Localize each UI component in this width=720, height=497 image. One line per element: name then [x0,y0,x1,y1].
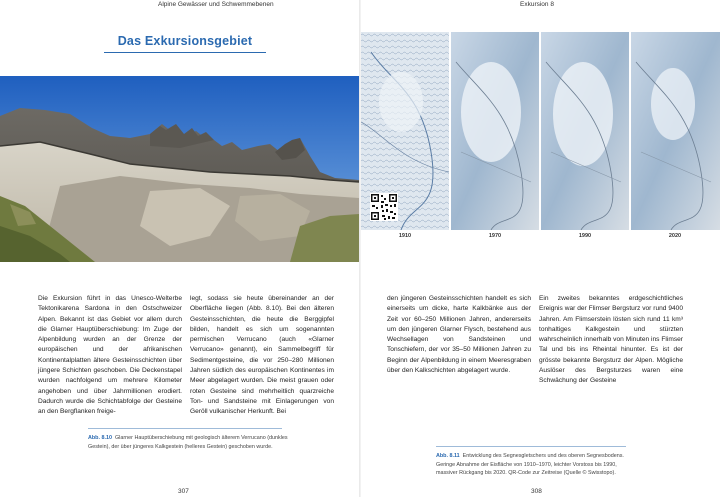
section-heading [104,34,266,53]
map-year-label: 1990 [578,233,592,239]
caption-label: Abb. 8.11 [436,453,460,459]
page-number-right: 308 [531,488,542,495]
figure-caption [88,434,288,451]
qr-code[interactable] [370,193,398,221]
running-title-left: Alpine Gewässer und Schwemmebenen [158,1,274,8]
section-title: Das Exkursionsgebiet [117,34,253,48]
body-text-column: Die Exkursion führt in das Unesco-Welterbe Tektonikarena Sardona in den Ostschweizer Alpen. Bekannt ist das Gebiet vor allem durch die Glarner Hauptüberschiebung: Im Zuge der Alpenbildung wurden an der Grenze der europäischen und der afrikanischen Kontinentalplatten ältere Gesteinsschichten über jüngere Schichten geschoben. Die Deckenstapel wurden nachfolgend um mehrere Kilometer angehoben und über Jahrmillionen erodiert. Dadurch wurde die Schichtabfolge der Gesteine an den Bergflanken freige- [38,295,182,416]
caption-text: Entwicklung des Segnesgletschers und des oberen Segnesbodens. Geringe Abnahme der Eisfläche von 1910–1970, leichter Vorstoss bis 1990, massiver Rückgang bis 2020. QR-Code zur Zeitreise (Quelle © Swisstopo). [436,453,624,477]
caption-text: Glarner Hauptüberschiebung mit geologisch älterem Verrucano (dunkles Gestein), der über jüngeres Kalkgestein (helleres Gestein) geschoben wurde. [88,435,288,450]
figure-caption [436,452,636,478]
map-year-label: 2020 [668,233,682,239]
page-number-left: 307 [178,488,189,495]
body-text-column: den jüngeren Gesteinsschichten handelt es sich einerseits um dicke, harte Kalkbänke aus der Zeit vor 60–250 Millionen Jahren, andererseits um den jüngeren Glarner Flysch, bestehend aus Wechsellagen von Sandsteinen und Tonschiefern, der vor 35–50 Millionen Jahren zu Beginn der Alpenbildung in einem Meeresgraben über den Kalkschichten abgelagert wurde. [387,295,531,375]
mountain-photo [0,76,359,262]
caption-rule [436,446,626,447]
map-1990 [541,32,629,230]
title-underline [104,52,266,53]
map-2020 [631,32,720,230]
glacier-maps [361,32,720,230]
body-text-column: Ein zweites bekanntes erdgeschichtliches Ereignis war der Flimser Bergsturz vor rund 9400 Jahren. Am Flimserstein lösten sich rund 11 km³ tonhaltiges Kalkgestein und stürzten wahrscheinlich innerhalb von Minuten ins Flimser Tal und bis ins Rheintal hinunter. Es ist der grösste bekannte Bergsturz der Alpen. Mögliche Auslöser des Bergsturzes waren eine Schwächung der Gesteine [539,295,683,385]
body-text-column: legt, sodass sie heute übereinander an der Oberfläche liegen (Abb. 8.10). Bei den älteren Gesteinsschichten, die heute die Berggipfel bilden, handelt es sich um sogenannten permischen Verrucano (auch «Glarner Verrucano» genannt), ein Sammelbegriff für Sedimentgesteine, die vor 250–280 Millionen Jahren südlich des europäischen Kontinentes im Meer abgelagert wurden. Die meist grauen oder roten Gesteine sind mehrheitlich quarzreiche Ton- und Sandsteine mit Einlagerungen von Geröll vulkanischer Herkunft. Bei [190,295,334,416]
caption-label: Abb. 8.10 [88,435,112,441]
caption-rule [88,428,282,429]
map-year-label: 1970 [488,233,502,239]
map-1970 [451,32,539,230]
map-year-label: 1910 [398,233,412,239]
running-title-right: Exkursion 8 [520,1,554,8]
